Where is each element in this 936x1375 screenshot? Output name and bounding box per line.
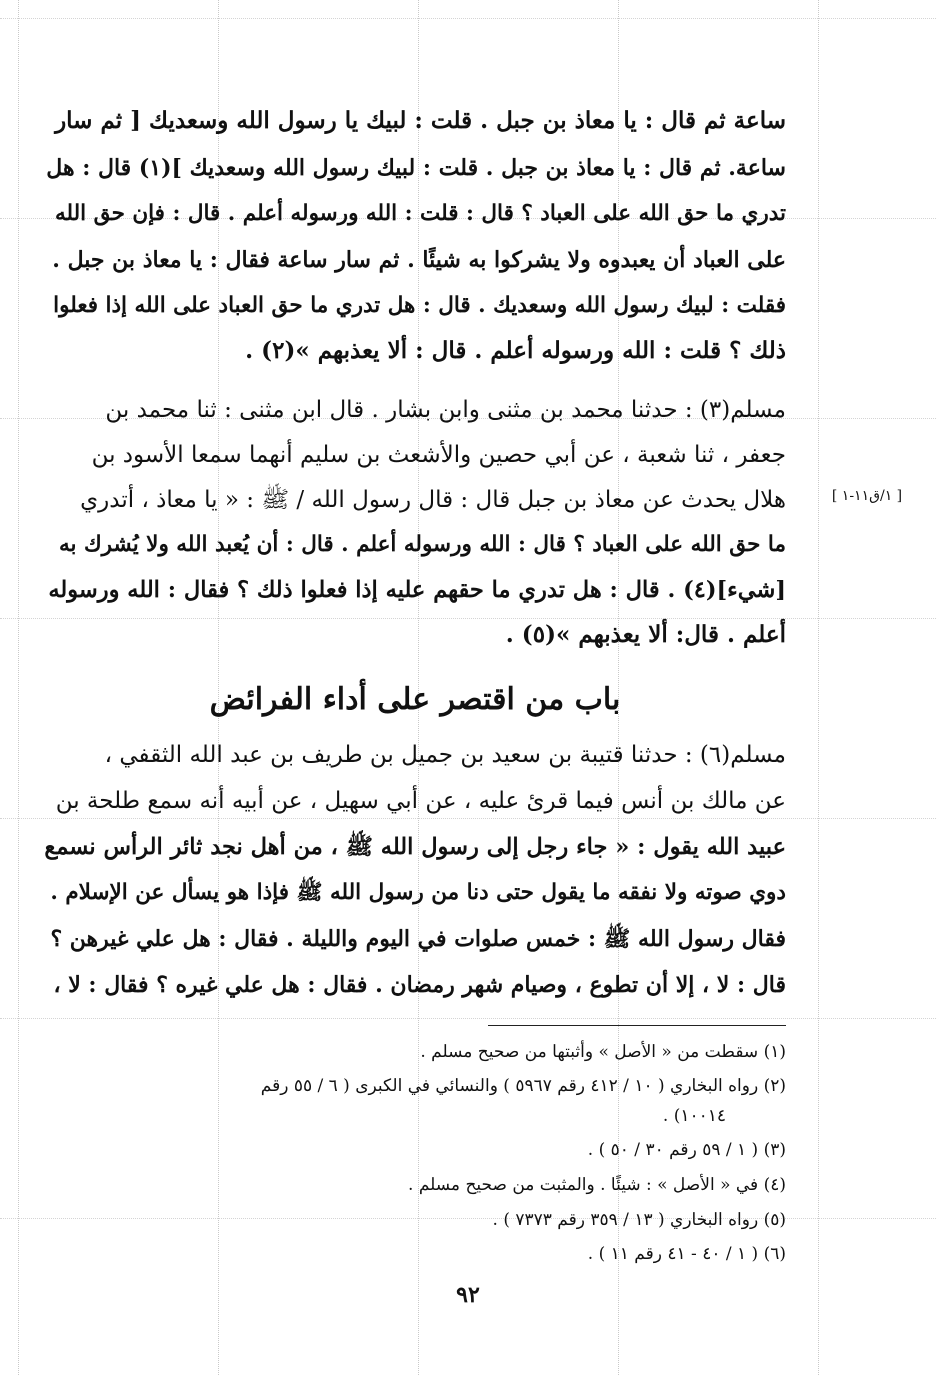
text-line: قال : لا ، إلا أن تطوع ، وصيام شهر رمضان . فقال : هل علي غيره ؟ فقال : لا ، xyxy=(53,972,786,998)
footnote: (٢) رواه البخاري ( ١٠ / ٤١٢ رقم ٥٩٦٧ ) والنسائي في الكبرى ( ٦ / ٥٥ رقم xyxy=(260,1076,786,1096)
text-line: عبيد الله يقول : « جاء رجل إلى رسول الله ﷺ ، من أهل نجد ثائر الرأس نسمع xyxy=(44,834,786,860)
margin-note: [ ١/ق١١-١ ] xyxy=(831,488,903,504)
guide-line xyxy=(818,0,819,1375)
footnotes xyxy=(44,0,786,1375)
text-line: ساعة. ثم قال : يا معاذ بن جبل . قلت : لبيك رسول الله وسعديك ](١) قال : هل xyxy=(46,155,786,181)
text-line: دوي صوته ولا نفقه ما يقول حتى دنا من رسول الله ﷺ فإذا هو يسأل عن الإسلام . xyxy=(50,880,786,905)
footnote-continuation: ١٠٠١٤) . xyxy=(662,1106,726,1126)
text-line: ذلك ؟ قلت : الله ورسوله أعلم . قال : ألا يعذبهم »(٢) . xyxy=(245,337,786,364)
footnote: (١) سقطت من « الأصل » وأثبتها من صحيح مسلم . xyxy=(420,1042,786,1062)
text-line: مسلم(٦) : حدثنا قتيبة بن سعيد بن جميل بن طريف بن عبد الله الثقفي ، xyxy=(104,742,786,768)
section-heading: باب من اقتصر على أداء الفرائض xyxy=(209,682,621,717)
text-line: فقلت : لبيك رسول الله وسعديك . قال : هل تدري ما حق العباد على الله إذا فعلوا xyxy=(53,293,786,318)
text-line: على العباد أن يعبدوه ولا يشركوا به شيئًا . ثم سار ساعة فقال : يا معاذ بن جبل . xyxy=(52,247,786,273)
text-line: جعفر ، ثنا شعبة ، عن أبي حصين والأشعث بن سليم أنهما سمعا الأسود بن xyxy=(91,442,786,468)
footnote: (٣) ( ١ / ٥٩ رقم ٣٠ / ٥٠ ) . xyxy=(587,1140,786,1160)
footnote: (٤) في « الأصل » : شيئًا . والمثبت من صحيح مسلم . xyxy=(408,1175,786,1195)
text-line: تدري ما حق الله على العباد ؟ قال : قلت : الله ورسوله أعلم . قال : فإن حق الله xyxy=(54,201,786,226)
footnote: (٥) رواه البخاري ( ١٣ / ٣٥٩ رقم ٧٣٧٣ ) . xyxy=(492,1210,786,1230)
text-line: ساعة ثم قال : يا معاذ بن جبل . قلت : لبيك يا رسول الله وسعديك [ ثم سار xyxy=(55,107,786,134)
text-line: فقال رسول الله ﷺ : خمس صلوات في اليوم والليلة . فقال : هل علي غيرهن ؟ xyxy=(50,926,786,952)
guide-line xyxy=(18,0,19,1375)
text-line: عن مالك بن أنس فيما قرئ عليه ، عن أبي سهيل ، عن أبيه أنه سمع طلحة بن xyxy=(55,788,786,814)
text-line: أعلم . قال: ألا يعذبهم »(٥) . xyxy=(505,621,786,648)
text-line: ما حق الله على العباد ؟ قال : الله ورسوله أعلم . قال : أن يُعبد الله ولا يُشرك به xyxy=(58,532,786,557)
text-line: مسلم(٣) : حدثنا محمد بن مثنى وابن بشار . قال ابن مثنى : ثنا محمد بن xyxy=(105,397,786,423)
text-line: هلال يحدث عن معاذ بن جبل قال : قال رسول الله / ﷺ : « يا معاذ ، أتدري xyxy=(80,487,786,513)
text-line: [شيء](٤) . قال : هل تدري ما حقهم عليه إذا فعلوا ذلك ؟ فقال : الله ورسوله xyxy=(48,577,786,603)
footnote: (٦) ( ١ / ٤٠ - ٤١ رقم ١١ ) . xyxy=(587,1244,786,1264)
page-number: ٩٢ xyxy=(456,1282,480,1308)
